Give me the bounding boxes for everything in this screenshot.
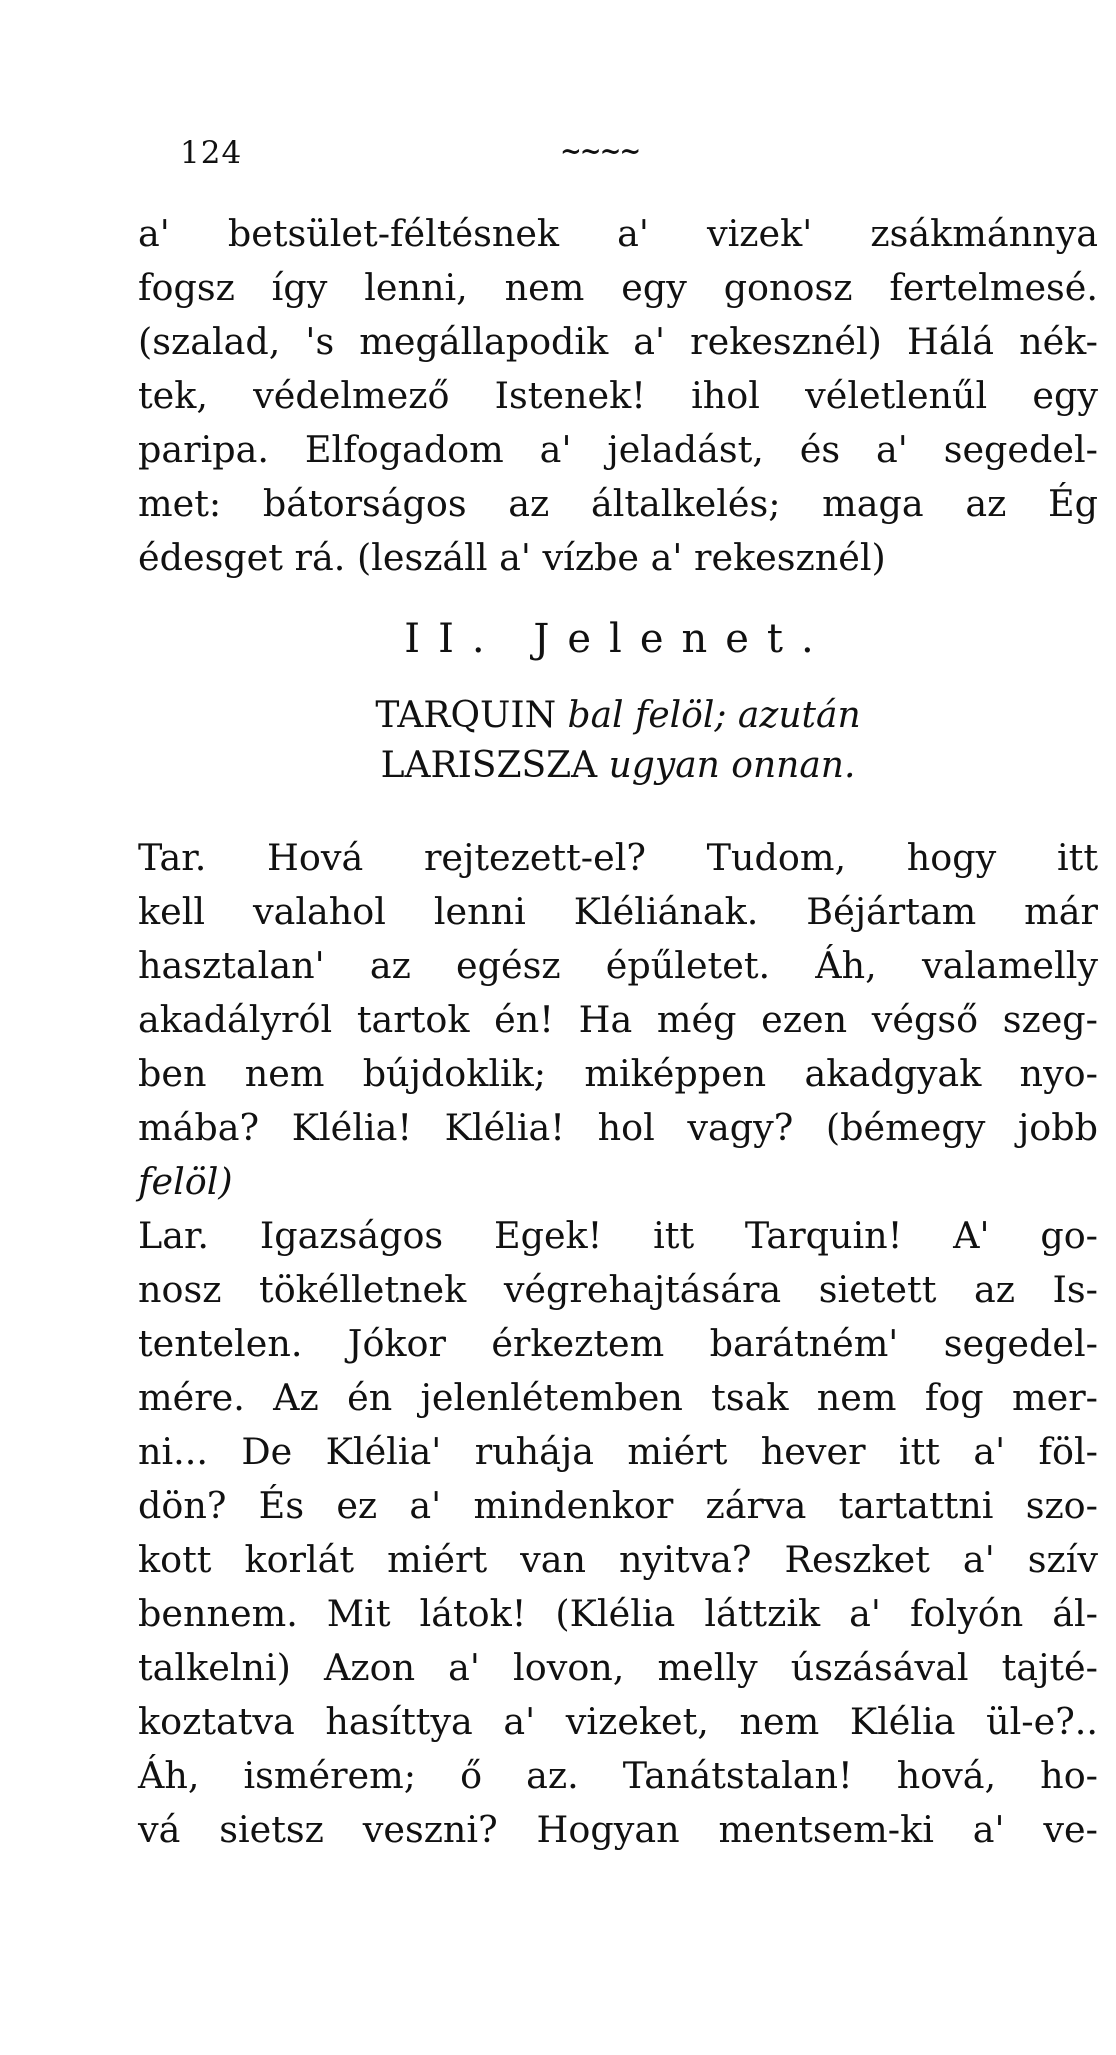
text-line: (szalad, 's megállapodik a' rekesznél) Hálá nék- bbox=[138, 320, 1098, 363]
text-line: mába? Klélia! Klélia! hol vagy? (bémegy jobb bbox=[138, 1106, 1098, 1149]
text-line: akadályról tartok én! Ha még ezen végső szeg- bbox=[138, 998, 1098, 1041]
text-line: édesget rá. (leszáll a' vízbe a' rekesznél) bbox=[138, 536, 886, 579]
text-line: fogsz így lenni, nem egy gonosz fertelmesé. bbox=[138, 266, 1098, 309]
text-line: paripa. Elfogadom a' jeladást, és a' segedel- bbox=[138, 428, 1098, 471]
text-line: nosz tökélletnek végrehajtására sietett az Is- bbox=[138, 1268, 1098, 1311]
page-number: 124 bbox=[180, 135, 243, 171]
text-line: Áh, ismérem; ő az. Tanátstalan! hová, ho- bbox=[138, 1754, 1098, 1797]
text-line: mére. Az én jelenlétemben tsak nem fog mer- bbox=[138, 1376, 1098, 1419]
text-line: tek, védelmező Istenek! ihol véletlenűl egy bbox=[138, 374, 1098, 417]
page-body bbox=[138, 207, 1098, 1857]
text-line: Lar. Igazságos Egek! itt Tarquin! A' go- bbox=[138, 1214, 1098, 1257]
text-line: Tar. Hová rejtezett-el? Tudom, hogy itt bbox=[138, 836, 1098, 879]
speech-lariszsza bbox=[138, 1209, 1098, 1857]
header-ornament: ~~~~ bbox=[560, 137, 640, 167]
paragraph-continuation bbox=[138, 207, 1098, 585]
text-line: kott korlát miért van nyitva? Reszket a' szív bbox=[138, 1538, 1098, 1581]
text-line: talkelni) Azon a' lovon, melly úszásával tajté- bbox=[138, 1646, 1098, 1689]
cast-list bbox=[138, 691, 1098, 791]
character-name: LARISZSZA bbox=[380, 745, 598, 786]
speech-tarquin bbox=[138, 831, 1098, 1209]
text-line: ben nem bújdoklik; miképpen akadgyak nyo- bbox=[138, 1052, 1098, 1095]
text-line: dön? És ez a' mindenkor zárva tartattni szo- bbox=[138, 1484, 1098, 1527]
text-line: hasztalan' az egész épűletet. Áh, valamelly bbox=[138, 944, 1098, 987]
cast-line bbox=[138, 741, 1098, 791]
spacer bbox=[138, 791, 1098, 831]
text-line: vá sietsz veszni? Hogyan mentsem-ki a' ve- bbox=[138, 1808, 1098, 1851]
page-header bbox=[180, 135, 1116, 195]
stage-direction: ugyan onnan. bbox=[608, 745, 856, 786]
text-line: kell valahol lenni Kléliának. Béjártam már bbox=[138, 890, 1098, 933]
text-line: ni... De Klélia' ruhája miért hever itt a' föl- bbox=[138, 1430, 1098, 1473]
cast-line bbox=[138, 691, 1098, 741]
text-line: met: bátorságos az általkelés; maga az Ég bbox=[138, 482, 1098, 525]
text-line: felöl) bbox=[138, 1160, 233, 1203]
text-line: koztatva hasíttya a' vizeket, nem Klélia ül-e?.. bbox=[138, 1700, 1098, 1743]
stage-direction: bal felöl; azután bbox=[567, 695, 861, 736]
text-line: bennem. Mit látok! (Klélia láttzik a' folyón ál- bbox=[138, 1592, 1098, 1635]
character-name: TARQUIN bbox=[375, 695, 557, 736]
text-line: tentelen. Jókor érkeztem barátném' segedel- bbox=[138, 1322, 1098, 1365]
scene-heading: II. Jelenet. bbox=[404, 616, 832, 662]
text-line: a' betsület-féltésnek a' vizek' zsákmánnya bbox=[138, 212, 1098, 255]
